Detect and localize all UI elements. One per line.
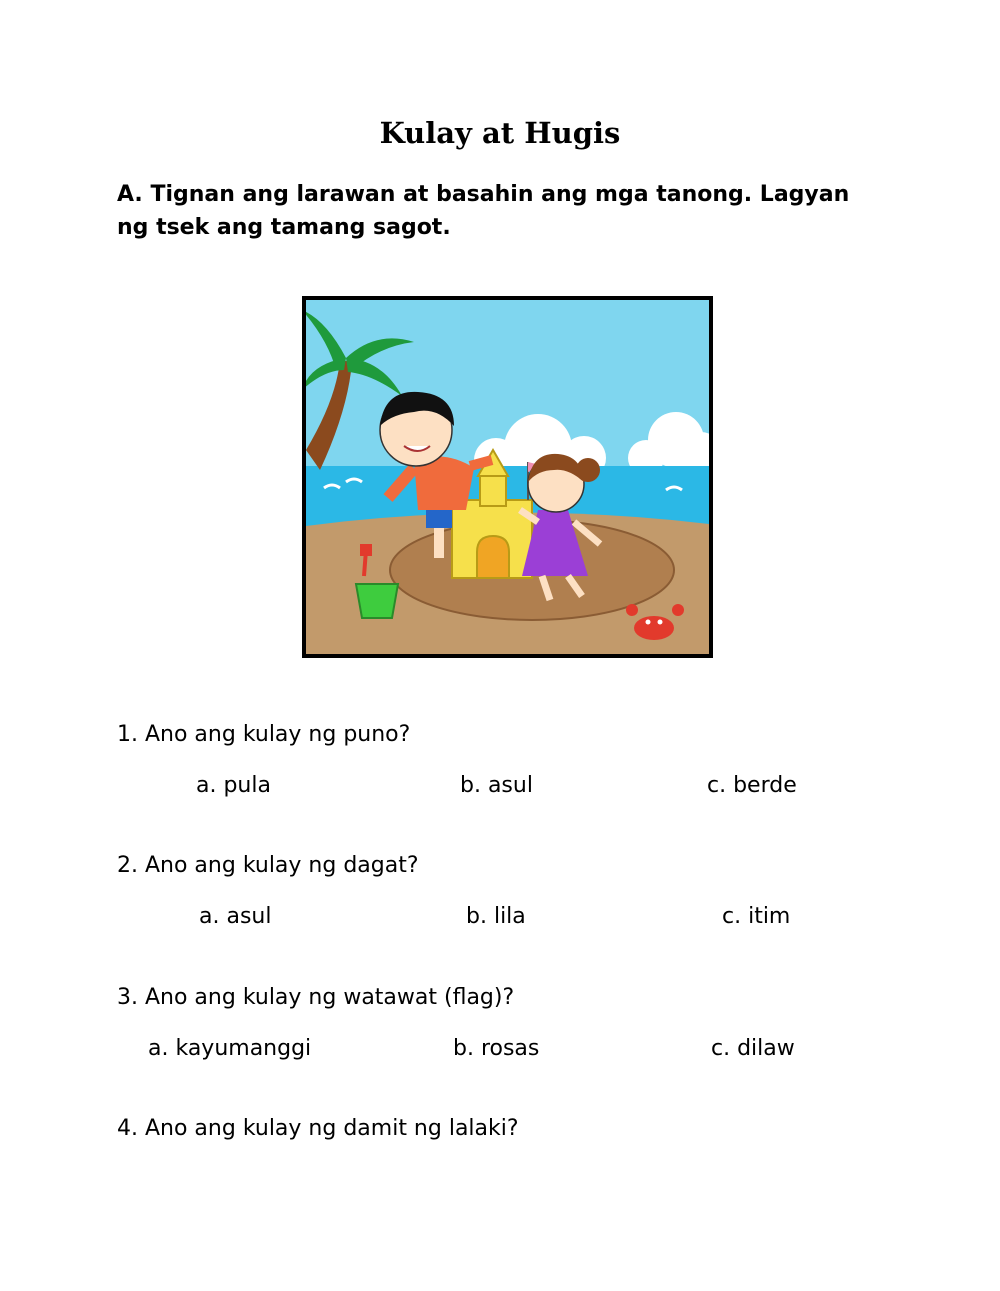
beach-illustration xyxy=(302,296,713,658)
question-4: 4. Ano ang kulay ng damit ng lalaki? xyxy=(117,1116,519,1141)
q3-option-c[interactable]: c. dilaw xyxy=(711,1036,795,1061)
q3-option-a[interactable]: a. kayumanggi xyxy=(148,1036,312,1061)
page-title: Kulay at Hugis xyxy=(379,116,621,150)
q2-option-b[interactable]: b. lila xyxy=(466,904,526,929)
question-2: 2. Ano ang kulay ng dagat? xyxy=(117,853,419,878)
q1-option-c[interactable]: c. berde xyxy=(707,773,797,798)
q1-option-b[interactable]: b. asul xyxy=(460,773,533,798)
q2-option-c[interactable]: c. itim xyxy=(722,904,791,929)
question-1: 1. Ano ang kulay ng puno? xyxy=(117,722,411,747)
instruction-text: A. Tignan ang larawan at basahin ang mga tanong. Lagyan ng tsek ang tamang sagot. xyxy=(117,182,850,240)
q2-option-a[interactable]: a. asul xyxy=(199,904,272,929)
question-3: 3. Ano ang kulay ng watawat (flag)? xyxy=(117,985,515,1010)
q1-option-a[interactable]: a. pula xyxy=(196,773,271,798)
q3-option-b[interactable]: b. rosas xyxy=(453,1036,540,1061)
